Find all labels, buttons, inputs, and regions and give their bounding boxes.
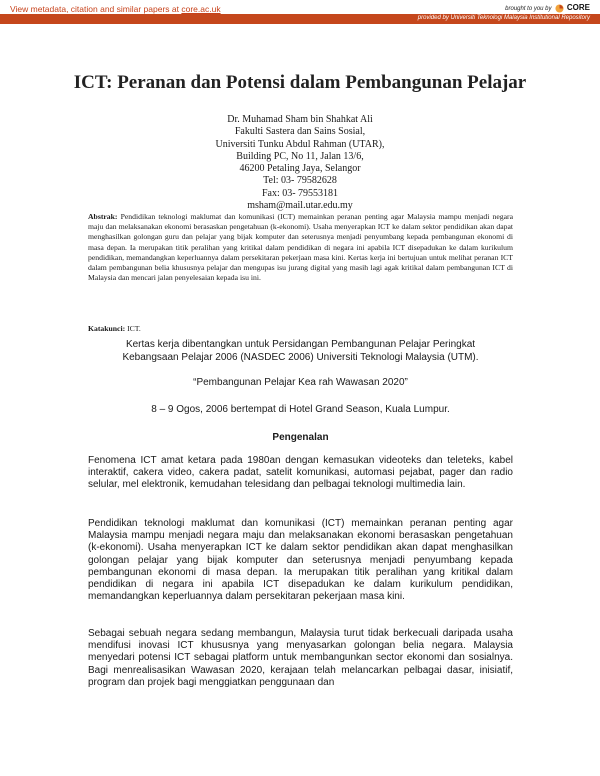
author-name: Dr. Muhamad Sham bin Shahkat Ali (227, 114, 373, 125)
author-phone: Tel: 03- 79582628 (263, 175, 337, 187)
abstract-label: Abstrak: (88, 212, 118, 221)
metadata-link[interactable] (10, 4, 221, 14)
conference-date-venue: 8 – 9 Ogos, 2006 bertempat di Hotel Grand Season, Kuala Lumpur. (151, 404, 450, 415)
paragraph: Fenomena ICT amat ketara pada 1980an dengan kemasukan videoteks dan teleteks, kabel interaktif, cakera video, cakera padat, satelit komunikasi, automasi pejabat, pager dan radio selular, mel elektronik, kemudahan telesidang dan pelbagai teknologi multimedia lain. (88, 455, 513, 491)
author-address-line: Building PC, No 11, Jalan 13/6, (236, 150, 364, 162)
author-affiliation-line: Universiti Tunku Abdul Rahman (UTAR), (215, 138, 385, 150)
author-fax: Fax: 03- 79553181 (261, 187, 339, 199)
section-heading: Pengenalan (272, 432, 329, 443)
conference-theme: “Pembangunan Pelajar Kea rah Wawasan 2020” (193, 377, 408, 388)
abstract (88, 212, 513, 283)
abstract-text: Pendidikan teknologi maklumat dan komunikasi (ICT) memainkan peranan penting agar Malaysia mampu menjadi negara maju dan melaksanakan ekonomi berasaskan pengetahuan (k-ekonomi). Usaha menyerapkan ICT ke dalam sektor pendidikan akan dapat menghasilkan golongan guru dan pelajar yang bijak komputer dan seterusnya menjadi penyumbang kepada pembangunan ekonomi di masa depan. Ia merupakan titik peralihan yang kritikal dalam pendidikan di negara ini apabila ICT disepadukan ke dalam kurikulum pendidikan, memandangkan keperluannya dalam persekitaran pekerjaan masa kini. Kertas kerja ini bertujuan untuk melihat peranan ICT dalam pembangunan belia khususnya pelajar dan mengupas isu jurang digital yang masih lagi agak kritikal dalam pembangunan ICT di Malaysia dan mencari jalan penyelesaian kepada isu ini. (88, 212, 513, 283)
paper-title: ICT: Peranan dan Potensi dalam Pembangunan Pelajar (73, 72, 527, 93)
provider-bar (0, 14, 600, 24)
conference-line: Kebangsaan Pelajar 2006 (NASDEC 2006) Universiti Teknologi Malaysia (UTM). (122, 351, 479, 363)
keywords (88, 324, 141, 333)
conference-line: Kertas kerja dibentangkan untuk Persidangan Pembangunan Pelajar Peringkat (125, 339, 476, 350)
metadata-link-prefix: View metadata, citation and similar papers at (10, 4, 182, 14)
brought-to-you[interactable] (505, 3, 590, 13)
keywords-label: Katakunci: (88, 324, 126, 333)
author-address-line: 46200 Petaling Jaya, Selangor (239, 163, 361, 175)
author-email: msham@mail.utar.edu.my (247, 200, 353, 212)
paragraph: Sebagai sebuah negara sedang membangun, Malaysia turut tidak berkecuali daripada usaha mendifusi inovasi ICT khususnya yang menyasarkan golongan belia negara. Malaysia menyedari potensi ICT sebagai platform untuk membangunkan sector ekonomi dan sosialnya. Bagi menrealisasikan Wawasan 2020, kerajaan telah melancarkan pelbagai dasar, inisiatif, program dan projek bagi menggiatkan penggunaan dan (88, 628, 513, 688)
provided-by-text: provided by Universiti Teknologi Malaysia Institutional Repository (417, 15, 590, 21)
core-label: CORE (566, 3, 590, 12)
core-header (0, 0, 600, 24)
conference-note (88, 339, 513, 364)
core-domain-link[interactable]: core.ac.uk (181, 4, 221, 14)
keywords-text: ICT. (127, 324, 141, 333)
author-block (0, 114, 600, 212)
author-affiliation-line: Fakulti Sastera dan Sains Sosial, (234, 126, 366, 138)
paragraph: Pendidikan teknologi maklumat dan komunikasi (ICT) memainkan peranan penting agar Malaysia mampu menjadi negara maju dan melaksanakan ekonomi berasaskan pengetahuan (k-ekonomi). Usaha menyerapkan ICT ke dalam sektor pendidikan akan dapat menghasilkan golongan pelajar yang bijak komputer dan seterusnya menjadi penyumbang kepada pembangunan ekonomi di masa depan. Ia merupakan titik peralihan yang kritikal dalam pendidikan di negara ini apabila ICT disepadukan ke dalam kurikulum pendidikan, memandangkan keperluannya dalam persekitaran pekerjaan masa kini. (88, 518, 513, 603)
core-logo-icon (555, 4, 564, 13)
brought-to-you-text: brought to you by (505, 6, 552, 12)
